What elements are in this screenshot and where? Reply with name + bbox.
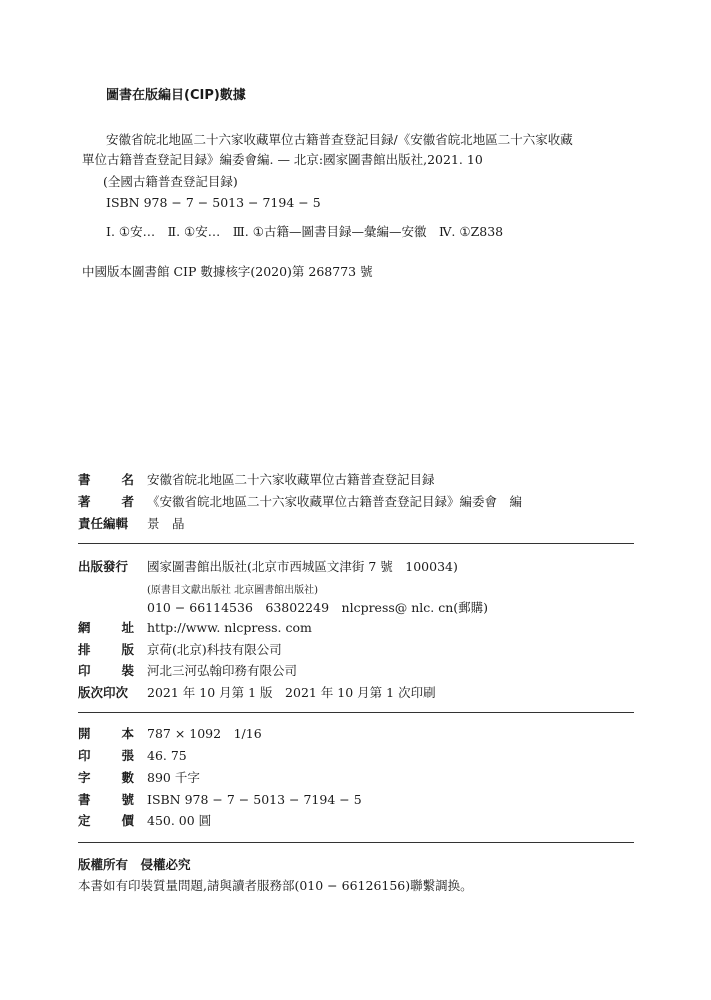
isbn-label: 書 號 — [78, 792, 134, 807]
book-title-label: 書 名 — [78, 472, 134, 487]
word-count-label: 字 數 — [78, 770, 134, 785]
editor-value: 景 晶 — [147, 516, 185, 531]
website-label: 網 址 — [78, 620, 134, 635]
cip-classification: Ⅰ. ①安… Ⅱ. ①安… Ⅲ. ①古籍—圖書目録—彙編—安徽 Ⅳ. ①Z838 — [106, 224, 504, 239]
printing-value: 河北三河弘翰印務有限公司 — [147, 663, 298, 678]
word-count-value: 890 千字 — [147, 770, 200, 785]
cip-line-3: (全國古籍普查登記目録) — [103, 174, 238, 189]
cip-title: 圖書在版編目(CIP)數據 — [106, 88, 246, 103]
website-value: http://www. nlcpress. com — [147, 620, 312, 635]
publisher-value: 國家圖書館出版社(北京市西城區文津街 7 號 100034) — [147, 559, 458, 574]
copyright-notice: 版權所有 侵權必究 — [78, 857, 191, 872]
publisher-label: 出版發行 — [78, 559, 129, 574]
typesetting-value: 京荷(北京)科技有限公司 — [147, 642, 282, 657]
service-notice: 本書如有印裝質量問題,請與讀者服務部(010 − 66126156)聯繫調换。 — [78, 878, 473, 893]
divider — [78, 712, 634, 713]
sheets-value: 46. 75 — [147, 748, 187, 763]
editor-label: 責任編輯 — [78, 516, 129, 531]
author-label: 著 者 — [78, 494, 134, 509]
book-title-value: 安徽省皖北地區二十六家收藏單位古籍普查登記目録 — [147, 472, 435, 487]
cip-line-1: 安徽省皖北地區二十六家收藏單位古籍普查登記目録/《安徽省皖北地區二十六家收藏 — [106, 132, 573, 147]
cip-record-number: 中國版本圖書館 CIP 數據核字(2020)第 268773 號 — [82, 264, 373, 279]
price-label: 定 價 — [78, 813, 134, 828]
isbn-value: ISBN 978 − 7 − 5013 − 7194 − 5 — [147, 792, 362, 807]
edition-label: 版次印次 — [78, 685, 129, 700]
sheets-label: 印 張 — [78, 748, 134, 763]
price-value: 450. 00 圓 — [147, 813, 212, 828]
publisher-contact: 010 − 66114536 63802249 nlcpress@ nlc. cn(郵購) — [147, 600, 489, 615]
divider — [78, 543, 634, 544]
cip-isbn: ISBN 978 − 7 − 5013 − 7194 − 5 — [106, 195, 321, 210]
publisher-former-names: (原書目文獻出版社 北京圖書館出版社) — [147, 585, 318, 596]
printing-label: 印 裝 — [78, 663, 134, 678]
typesetting-label: 排 版 — [78, 642, 134, 657]
divider — [78, 842, 634, 843]
edition-value: 2021 年 10 月第 1 版 2021 年 10 月第 1 次印刷 — [147, 685, 436, 700]
format-value: 787 × 1092 1/16 — [147, 726, 262, 741]
author-value: 《安徽省皖北地區二十六家收藏單位古籍普查登記目録》編委會 編 — [147, 494, 523, 509]
format-label: 開 本 — [78, 726, 134, 741]
cip-line-2: 單位古籍普查登記目録》編委會編. — 北京:國家圖書館出版社,2021. 10 — [82, 152, 483, 167]
